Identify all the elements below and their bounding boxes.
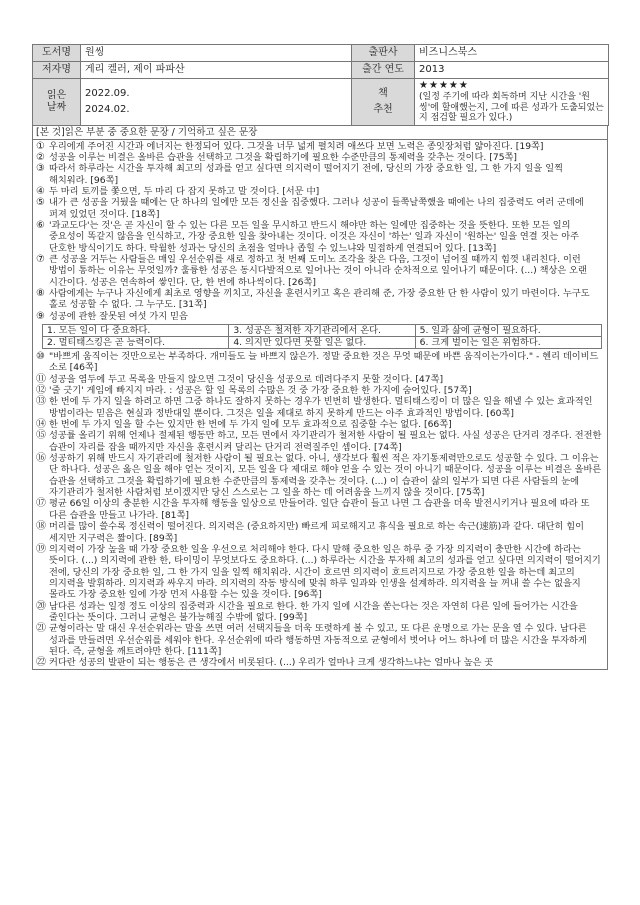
pitfall-cell: 6. 크게 벌이는 일은 위험하다. — [415, 337, 601, 349]
quotes-section — [32, 126, 608, 670]
quote-list-continued — [36, 351, 604, 669]
quote-number: ⑦ — [36, 253, 45, 265]
quote-item — [36, 163, 604, 186]
quote-item — [36, 623, 604, 657]
quote-item — [36, 374, 604, 385]
quote-list — [36, 141, 604, 323]
quote-item — [36, 351, 604, 374]
quote-item — [36, 430, 604, 453]
pitfall-row — [43, 337, 602, 349]
quote-text: 커다란 성공의 발판이 되는 행동은 큰 생각에서 비롯된다. (...) 우리가 얼마나 크게 생각하느냐는 얼마나 높은 곳 — [49, 657, 494, 669]
recommendation-text: (일정 주기에 따라 회독하며 지난 시간을 '원씽'에 할애했는지, 그에 따른 성과가 도출되었는지 점검할 필요가 있다.) — [419, 92, 604, 123]
quote-number: ⑧ — [36, 287, 45, 299]
quote-text: '줄 긋기' 게임에 빠지지 마라. : 성공은 할 일 목록의 수많은 것 중 가장 중요한 한 가지에 숨어있다. [57쪽] — [49, 385, 472, 397]
quote-item — [36, 657, 604, 668]
publisher-label: 출판사 — [352, 45, 415, 62]
pitfalls-table — [42, 324, 602, 349]
quote-item — [36, 498, 604, 521]
quote-item — [36, 396, 604, 419]
pitfall-cell: 1. 모든 일이 다 중요하다. — [43, 325, 229, 337]
quote-number: ⑥ — [36, 219, 45, 231]
quote-item — [36, 521, 604, 544]
quote-item — [36, 152, 604, 163]
quote-number: ⑨ — [36, 310, 45, 322]
quote-number: ④ — [36, 185, 45, 197]
quote-item — [36, 197, 604, 220]
title-label: 도서명 — [33, 45, 81, 62]
quote-number: ㉑ — [36, 623, 46, 635]
quote-text: 큰 성공을 거두는 사람들은 매일 우선순위를 새로 정하고 첫 번째 도미노 조각을 찾은 다음, 그것이 넘어질 때까지 힘껏 내리친다. 이런 방법이 통하는 이유는 무엇일까? 훌륭한 성공은 동시다발적으로 일어나는 것이 아니라 순차적으로 일어나기 때문이다. (...) 책상은 오랜 시간이다. 성공은 연속하여 쌓인다. 단, 한 번에 하나씩이다. [26쪽] — [49, 253, 587, 288]
pitfall-cell: 2. 멀티태스킹은 곧 능력이다. — [43, 337, 229, 349]
quote-text: 한 번에 두 가지 일을 할 수는 있지만 한 번에 두 가지 일에 모두 효과적으로 집중할 수는 없다. [66쪽] — [49, 419, 452, 431]
quote-item — [36, 419, 604, 430]
book-title: 원씽 — [81, 45, 352, 62]
pub-year: 2013 — [415, 62, 609, 79]
quote-text: 남다른 성과는 일정 정도 이상의 집중력과 시간을 필요로 한다. 한 가지 일에 시간을 쏟는다는 것은 자연히 다른 일에 들어가는 시간을 줄인다는 뜻이다. 그러니 균형은 불가능해질 수밖에 없다. [99쪽] — [49, 600, 578, 623]
quote-text: 의지력이 가장 높을 때 가장 중요한 일을 우선으로 처리해야 한다. 다시 말해 중요한 일은 하루 중 가장 의지력이 충만한 시간에 하라는 뜻이다. (...) 의지력에 관한 한, 타이밍이 무엇보다도 중요하다. (...) 하루라는 시간을 투자해 최고의 성과를 얻고 싶다면 의지력이 떨어지기 전에, 당신의 가장 중요한 일, 그 한 가지 일을 일찍 해치워라. 시간이 흐르면 의지력이 흐트러지므로 가장 중요한 일을 하는데 최고의 의지력을 발휘하라. 의지력과 싸우지 마라. 의지력의 작동 방식에 맞춰 하루 일과와 인생을 설계하라. 의지력을 늘 꺼내 쓸 수는 없을지 몰라도 가장 중요한 일에 가장 먼저 사용할 수는 있을 것이다. [96쪽] — [49, 543, 601, 601]
quote-item — [36, 254, 604, 288]
quote-number: ① — [36, 140, 45, 152]
quote-number: ⑤ — [36, 197, 45, 209]
quote-text: "바쁘게 움직이는 것만으로는 부족하다. 개미들도 늘 바쁘지 않은가. 정말 중요한 것은 무엇 때문에 바쁜 움직이는가이다." - 헨리 데이비드 소로 [46쪽] — [49, 351, 599, 374]
quote-item — [36, 141, 604, 152]
quote-text: 한 번에 두 가지 일을 하려고 하면 그중 하나도 잘하지 못하는 경우가 빈번히 발생한다. 멀티태스킹이 더 많은 일을 해낼 수 있는 효과적인 방법이라는 믿음은 현실과 정반대일 뿐이다. 그것은 일을 제대로 하지 못하게 만드는 아주 효과적인 방법이다. [60쪽] — [49, 396, 593, 419]
quote-text: 평균 66일 이상의 충분한 시간을 투자해 행동을 일상으로 만들어라. 일단 습관이 들고 나면 그 습관을 더욱 발전시키거나 필요에 따라 또 다른 습관을 만들고 나가라. [81쪽] — [49, 498, 590, 521]
quote-number: ⑬ — [36, 396, 46, 408]
quote-text: '과교도다'는 것'은 곧 자신이 할 수 있는 다른 모든 일을 무시하고 반드시 해야만 하는 일에만 집중하는 것을 뜻한다. 또한 모든 일의 중요성이 똑같지 않음을 인식하고, 가장 중요한 일을 찾아내는 것이다. 이것은 자신이 '하는' 일과 자신이 '원하는' 일을 연결 짓는 아주 단호한 방식이기도 하다. 탁월한 성과는 당신의 초점을 얼마나 좁힐 수 있느냐와 밀접하게 연결되어 있다. [13쪽] — [49, 219, 580, 254]
quote-item — [36, 385, 604, 396]
quote-text: 따라서 하루라는 시간을 투자해 최고의 성과를 얻고 싶다면 의지력이 떨어지기 전에, 당신의 가장 중요한 일, 그 한 가지 일을 일찍 해치워라. [96쪽] — [49, 163, 563, 186]
quote-number: ② — [36, 151, 45, 163]
quote-number: ⑲ — [36, 543, 46, 555]
pitfall-cell: 3. 성공은 철저한 자기관리에서 온다. — [229, 325, 415, 337]
publisher: 비즈니스북스 — [415, 45, 609, 62]
quote-item — [36, 601, 604, 624]
pitfall-cell: 5. 일과 삶에 균형이 필요하다. — [415, 325, 601, 337]
read-date-label: 읽은 날짜 — [33, 79, 81, 126]
recommend-label: 책 추천 — [352, 79, 415, 126]
quote-number: ⑩ — [36, 351, 45, 362]
quote-text: 성공률 올리기 위해 언제나 절제된 행동만 하고, 모든 면에서 자기관리가 철저한 사람이 될 필요는 없다. 사실 성공은 단거리 경주다. 전전한 습관이 자리를 잡을 때까지만 자신을 훈련시켜 달리는 단거리 전력질주인 셈이다. [74쪽] — [49, 430, 602, 453]
reading-note-page — [32, 44, 608, 670]
quote-item — [36, 220, 604, 254]
quote-number: ⑪ — [36, 373, 46, 385]
quote-text: 우리에게 주어진 시간과 에너지는 한정되어 있다. 그것을 너무 넓게 펼치려 애쓰다 보면 노력은 종잇장처럼 얇아진다. [19쪽] — [49, 140, 544, 152]
quote-item — [36, 288, 604, 311]
rating-stars: ★★★★★ — [419, 80, 469, 91]
author-label: 저자명 — [33, 62, 81, 79]
quote-item — [36, 186, 604, 197]
pub-year-label: 출간 연도 — [352, 62, 415, 79]
read-dates — [81, 79, 352, 126]
pitfall-row — [43, 325, 602, 337]
quote-number: ㉒ — [36, 657, 46, 669]
quote-item — [36, 544, 604, 601]
quote-item — [36, 311, 604, 322]
quote-number: ③ — [36, 163, 45, 175]
read-date-1: 2022.09. — [85, 87, 130, 99]
quotes-body — [33, 140, 607, 669]
book-author: 게리 켈러, 제이 파파산 — [81, 62, 352, 79]
pitfall-cell: 4. 의지만 있다면 못할 일은 없다. — [229, 337, 415, 349]
quote-text: 두 마리 토끼를 쫓으면, 두 마리 다 잡지 못하고 말 것이다. [서문 中] — [49, 185, 320, 197]
quote-number: ⑯ — [36, 453, 46, 465]
quote-number: ⑮ — [36, 430, 46, 442]
recommendation — [415, 79, 609, 126]
quote-text: 성공을 염두에 두고 목록을 만들지 않으면 그것이 당신을 성공으로 데려다주지 못할 것이다. [47쪽] — [49, 373, 444, 385]
quote-item — [36, 453, 604, 498]
book-info-table — [32, 44, 609, 126]
quote-number: ⑫ — [36, 385, 46, 397]
quote-text: 성공을 이루는 비결은 올바른 습관을 선택하고 그것을 확립하기에 필요한 수준만큼의 통제력을 갖추는 것이다. [75쪽] — [49, 151, 517, 163]
quote-text: 균형이라는 말 대신 우선순위라는 말을 쓰면 여러 선택지들을 더욱 또렷하게 볼 수 있고, 또 다른 운명으로 가는 문을 열 수 있다. 남다른 성과를 만들려면 우선순위를 세워야 한다. 우선순위에 따라 행동하면 자동적으로 균형에서 벗어나 어느 하나에 더 많은 시간을 투자하게 된다. 즉, 균형을 깨트려야만 한다. [111쪽] — [49, 623, 587, 657]
quote-text: 내가 큰 성공을 거뒀을 때에는 단 하나의 일에만 모든 정신을 집중했다. 그러나 성공이 들쭉날쭉했을 때에는 나의 집중력도 여러 군데에 퍼져 있었던 것이다. [18쪽] — [49, 197, 584, 220]
quote-number: ⑭ — [36, 419, 46, 431]
read-date-2: 2024.02. — [85, 103, 130, 115]
quote-text: 사람에게는 누구나 자신에게 최초로 영향을 끼치고, 자신을 훈련시키고 혹은 관리해 준, 가장 중요한 단 한 사람이 있기 마련이다. 누구도 홀로 성공할 수 없다. 그 누구도. [31쪽] — [49, 287, 590, 311]
quote-number: ⑱ — [36, 521, 46, 533]
quote-number: ⑰ — [36, 498, 46, 510]
quote-text: 성공에 관한 잘못된 여섯 가지 믿음 — [49, 310, 188, 322]
quote-text: 머리를 많이 쓸수록 정신력이 떨어진다. 의지력은 (중요하지만) 빠르게 피로해지고 휴식을 필요로 하는 속근(速筋)과 같다. 대단히 힘이 세지만 지구력은 짧이다. [89쪽] — [49, 521, 584, 544]
quote-number: ⑳ — [36, 600, 46, 612]
quote-text: 성공하기 위해 반드시 자기관리에 철저한 사람이 될 필요는 없다. 아니, 생각보다 훨씬 적은 자기통제력만으로도 성공할 수 있다. 그 이유는 단 하나다. 성공은 옳은 일을 해야 얻는 것이지, 모든 일을 다 제대로 해야 얻을 수 있는 것이 아니기 때문이다. 성공을 이루는 비결은 올바른 습관을 선택하고 그것을 확립하기에 필요한 수준만큼의 통제력을 갖추는 것이다. (...) 이 습관이 삶의 일부가 되면 다른 사람들의 눈에 자기관리가 철저한 사람처럼 보이겠지만 당신 스스로는 그 일을 하는 데 어려움을 느끼지 않을 것이다. [75쪽] — [49, 453, 602, 499]
section-title: [본 것]읽은 부분 중 중요한 문장 / 기억하고 싶은 문장 — [33, 126, 607, 140]
